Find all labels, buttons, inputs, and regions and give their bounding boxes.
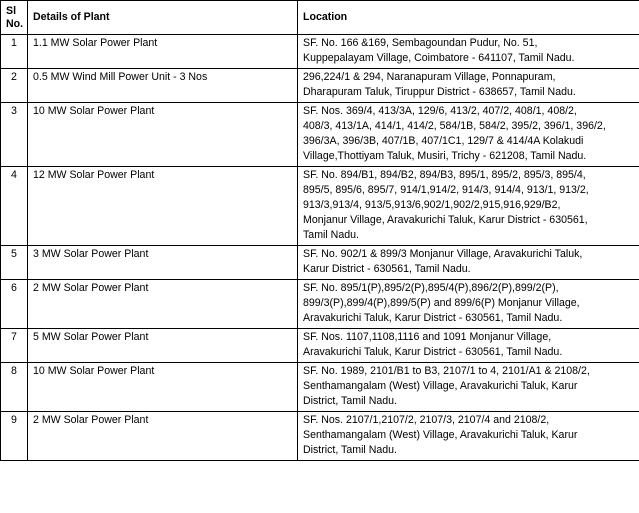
location-line: Senthamangalam (West) Village, Aravakurichi Taluk, Karur bbox=[303, 380, 578, 392]
table-body bbox=[1, 35, 639, 461]
cell-location bbox=[298, 363, 639, 412]
cell-sl-no: 8 bbox=[1, 363, 28, 412]
location-line: 913/3,913/4, 913/5,913/6,902/1,902/2,915,916,929/B2, bbox=[303, 199, 561, 211]
cell-plant-details: 3 MW Solar Power Plant bbox=[28, 246, 298, 280]
location-line: Tamil Nadu. bbox=[303, 229, 359, 241]
cell-sl-no: 6 bbox=[1, 280, 28, 329]
location-line: Karur District - 630561, Tamil Nadu. bbox=[303, 263, 471, 275]
cell-location bbox=[298, 69, 639, 103]
cell-plant-details: 10 MW Solar Power Plant bbox=[28, 103, 298, 167]
cell-location bbox=[298, 103, 639, 167]
table-row bbox=[1, 69, 639, 103]
cell-plant-details: 12 MW Solar Power Plant bbox=[28, 167, 298, 246]
location-line: Village,Thottiyam Taluk, Musiri, Trichy - 621208, Tamil Nadu. bbox=[303, 150, 587, 162]
location-line: SF. No. 902/1 & 899/3 Monjanur Village, Aravakurichi Taluk, bbox=[303, 248, 583, 260]
cell-sl-no: 9 bbox=[1, 412, 28, 461]
cell-plant-details: 2 MW Solar Power Plant bbox=[28, 412, 298, 461]
location-line: Dharapuram Taluk, Tiruppur District - 638657, Tamil Nadu. bbox=[303, 86, 576, 98]
header-sl-line1: Sl bbox=[6, 4, 17, 17]
cell-sl-no: 2 bbox=[1, 69, 28, 103]
location-line: Aravakurichi Taluk, Karur District - 630561, Tamil Nadu. bbox=[303, 312, 563, 324]
location-line: SF. No. 895/1(P),895/2(P),895/4(P),896/2(P),899/2(P), bbox=[303, 282, 559, 294]
cell-location bbox=[298, 167, 639, 246]
header-sl-no bbox=[1, 1, 28, 35]
location-line: Senthamangalam (West) Village, Aravakurichi Taluk, Karur bbox=[303, 429, 578, 441]
cell-location bbox=[298, 280, 639, 329]
cell-location bbox=[298, 412, 639, 461]
cell-sl-no: 4 bbox=[1, 167, 28, 246]
table-row bbox=[1, 363, 639, 412]
cell-location bbox=[298, 329, 639, 363]
location-line: 895/5, 895/6, 895/7, 914/1,914/2, 914/3, 914/4, 913/1, 913/2, bbox=[303, 184, 589, 196]
location-line: 408/3, 413/1A, 414/1, 414/2, 584/1B, 584/2, 395/2, 396/1, 396/2, bbox=[303, 120, 606, 132]
location-line: 296,224/1 & 294, Naranapuram Village, Ponnapuram, bbox=[303, 71, 556, 83]
cell-sl-no: 3 bbox=[1, 103, 28, 167]
header-details-of-plant: Details of Plant bbox=[28, 1, 298, 35]
table-row bbox=[1, 329, 639, 363]
location-line: Monjanur Village, Aravakurichi Taluk, Karur District - 630561, bbox=[303, 214, 588, 226]
cell-plant-details: 10 MW Solar Power Plant bbox=[28, 363, 298, 412]
cell-sl-no: 1 bbox=[1, 35, 28, 69]
cell-location bbox=[298, 246, 639, 280]
header-sl-line2: No. bbox=[6, 17, 24, 30]
cell-sl-no: 5 bbox=[1, 246, 28, 280]
table-row bbox=[1, 412, 639, 461]
cell-sl-no: 7 bbox=[1, 329, 28, 363]
location-line: District, Tamil Nadu. bbox=[303, 444, 397, 456]
location-line: Aravakurichi Taluk, Karur District - 630561, Tamil Nadu. bbox=[303, 346, 563, 358]
location-line: Kuppepalayam Village, Coimbatore - 641107, Tamil Nadu. bbox=[303, 52, 575, 64]
location-line: SF. No. 894/B1, 894/B2, 894/B3, 895/1, 895/2, 895/3, 895/4, bbox=[303, 169, 586, 181]
cell-plant-details: 0.5 MW Wind Mill Power Unit - 3 Nos bbox=[28, 69, 298, 103]
location-line: 899/3(P),899/4(P),899/5(P) and 899/6(P) Monjanur Village, bbox=[303, 297, 580, 309]
table-row bbox=[1, 246, 639, 280]
header-location: Location bbox=[298, 1, 639, 35]
cell-location bbox=[298, 35, 639, 69]
location-line: 396/3A, 396/3B, 407/1B, 407/1C1, 129/7 & 414/4A Kolakudi bbox=[303, 135, 584, 147]
location-line: SF. Nos. 2107/1,2107/2, 2107/3, 2107/4 and 2108/2, bbox=[303, 414, 550, 426]
location-line: SF. No. 1989, 2101/B1 to B3, 2107/1 to 4, 2101/A1 & 2108/2, bbox=[303, 365, 590, 377]
table-row bbox=[1, 280, 639, 329]
location-line: SF. Nos. 369/4, 413/3A, 129/6, 413/2, 407/2, 408/1, 408/2, bbox=[303, 105, 577, 117]
cell-plant-details: 5 MW Solar Power Plant bbox=[28, 329, 298, 363]
table-header-row bbox=[1, 1, 639, 35]
location-line: SF. No. 166 &169, Sembagoundan Pudur, No. 51, bbox=[303, 37, 538, 49]
table-row bbox=[1, 167, 639, 246]
cell-plant-details: 2 MW Solar Power Plant bbox=[28, 280, 298, 329]
cell-plant-details: 1.1 MW Solar Power Plant bbox=[28, 35, 298, 69]
location-line: SF. Nos. 1107,1108,1116 and 1091 Monjanur Village, bbox=[303, 331, 552, 343]
table-row bbox=[1, 35, 639, 69]
location-line: District, Tamil Nadu. bbox=[303, 395, 397, 407]
table-row bbox=[1, 103, 639, 167]
